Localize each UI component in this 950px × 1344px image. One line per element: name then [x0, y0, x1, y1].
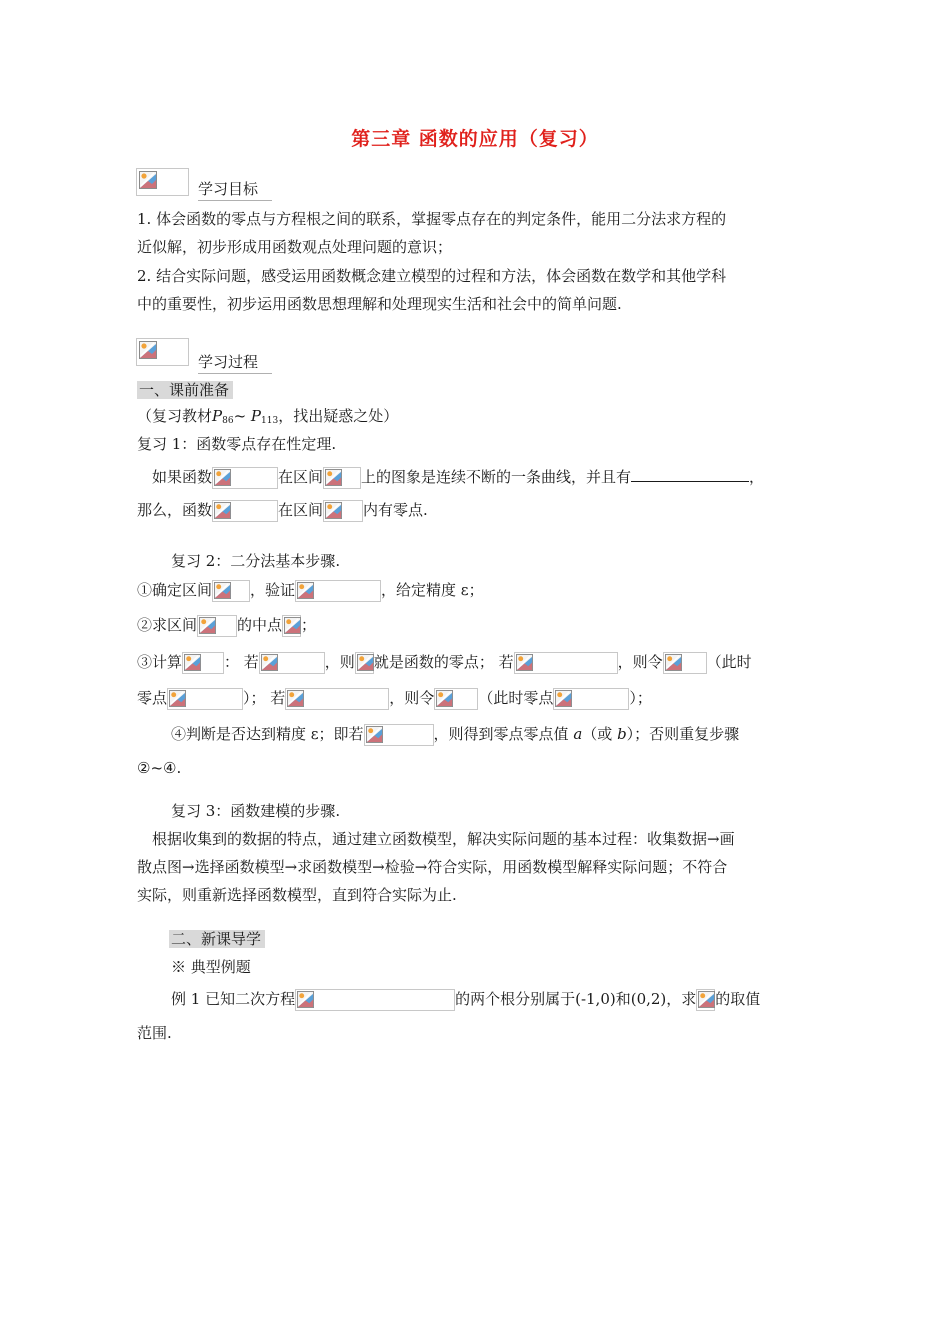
- formula-image: [514, 652, 618, 674]
- example-1-line-2: 范围.: [137, 1024, 172, 1042]
- broken-image-icon: [366, 726, 383, 743]
- step-3-line-2: 零点 ）； 若 ，则令 （此时零点 ）；: [137, 687, 817, 709]
- broken-image-icon: [297, 991, 314, 1008]
- formula-image: [323, 500, 363, 522]
- section-image-placeholder: [136, 338, 189, 366]
- broken-image-icon: [436, 690, 453, 707]
- review-1-title: 复习 1：函数零点存在性定理.: [137, 435, 337, 453]
- step-3-line-1: ③计算 ： 若 ，则 就是函数的零点； 若 ，则令 （此时: [137, 651, 817, 673]
- broken-image-icon: [287, 690, 304, 707]
- review-3-line-3: 实际，则重新选择函数模型，直到符合实际为止.: [137, 886, 457, 904]
- review-3-title: 复习 3：函数建模的步骤.: [171, 802, 341, 820]
- formula-image: [212, 500, 278, 522]
- broken-image-icon: [297, 582, 314, 599]
- review-1-line-2: 那么，函数 在区间 内有零点.: [137, 499, 817, 521]
- formula-image: [295, 580, 381, 602]
- goal-2-line-1: 2. 结合实际问题，感受运用函数概念建立模型的过程和方法，体会函数在数学和其他学科: [137, 267, 727, 285]
- formula-image: [182, 652, 224, 674]
- broken-image-icon: [199, 617, 216, 634]
- broken-image-icon: [169, 690, 186, 707]
- broken-image-icon: [261, 654, 278, 671]
- formula-image: [355, 652, 374, 674]
- step-2: ②求区间 的中点 ；: [137, 614, 817, 636]
- broken-image-icon: [184, 654, 201, 671]
- formula-image: [212, 467, 278, 489]
- answer-blank[interactable]: [631, 465, 749, 482]
- step-4-line-1: ④判断是否达到精度 ε；即若 ，则得到零点零点值 a（或 b）；否则重复步骤: [171, 723, 851, 745]
- typical-examples-heading: ※ 典型例题: [171, 958, 251, 976]
- formula-image: [553, 688, 629, 710]
- step-1: ①确定区间 ，验证 ，给定精度 ε；: [137, 579, 817, 601]
- section-header-process: 学习过程: [198, 351, 272, 374]
- section-image-placeholder: [136, 168, 189, 196]
- formula-image: [295, 989, 455, 1011]
- part-2-heading: 二、新课导学: [169, 928, 849, 950]
- broken-image-icon: [214, 502, 231, 519]
- formula-image: [167, 688, 243, 710]
- formula-image: [285, 688, 389, 710]
- review-note: （复习教材$P_{86}\sim$ $P_{113}$，找出疑惑之处）: [137, 407, 399, 426]
- review-3-line-1: 根据收集到的数据的特点，通过建立函数模型，解决实际问题的基本过程：收集数据→画: [152, 830, 735, 848]
- broken-image-icon: [325, 469, 342, 486]
- broken-image-icon: [555, 690, 572, 707]
- formula-image: [434, 688, 478, 710]
- broken-image-icon: [139, 341, 157, 359]
- formula-image: [197, 615, 237, 637]
- formula-image: [259, 652, 325, 674]
- review-1-line-1: 如果函数 在区间 上的图象是连续不断的一条曲线，并且有 ，: [152, 465, 832, 487]
- page-title: 第三章 函数的应用（复习）: [351, 128, 599, 150]
- step-4-line-2: ②~④.: [137, 759, 182, 777]
- goal-1-line-1: 1. 体会函数的零点与方程根之间的联系，掌握零点存在的判定条件，能用二分法求方程的: [137, 210, 727, 228]
- broken-image-icon: [214, 582, 231, 599]
- example-1-line-1: 例 1 已知二次方程 的两个根分别属于(-1,0)和(0,2)，求 的取值: [171, 988, 851, 1010]
- broken-image-icon: [516, 654, 533, 671]
- part-1-heading: 一、课前准备: [137, 379, 817, 401]
- formula-image: [364, 724, 434, 746]
- broken-image-icon: [325, 502, 342, 519]
- broken-image-icon: [139, 171, 157, 189]
- review-3-line-2: 散点图→选择函数模型→求函数模型→检验→符合实际，用函数模型解释实际问题；不符合: [137, 858, 728, 876]
- broken-image-icon: [357, 654, 374, 671]
- broken-image-icon: [665, 654, 682, 671]
- formula-image: [663, 652, 707, 674]
- section-header-goals: 学习目标: [198, 178, 272, 201]
- review-2-title: 复习 2：二分法基本步骤.: [171, 552, 341, 570]
- broken-image-icon: [214, 469, 231, 486]
- goal-2-line-2: 中的重要性，初步运用函数思想理解和处理现实生活和社会中的简单问题.: [137, 295, 622, 313]
- formula-image: [323, 467, 361, 489]
- goal-1-line-2: 近似解，初步形成用函数观点处理问题的意识；: [137, 238, 453, 256]
- formula-image: [212, 580, 250, 602]
- broken-image-icon: [284, 617, 301, 634]
- formula-image: [282, 615, 301, 637]
- formula-image: [696, 989, 715, 1011]
- broken-image-icon: [698, 991, 715, 1008]
